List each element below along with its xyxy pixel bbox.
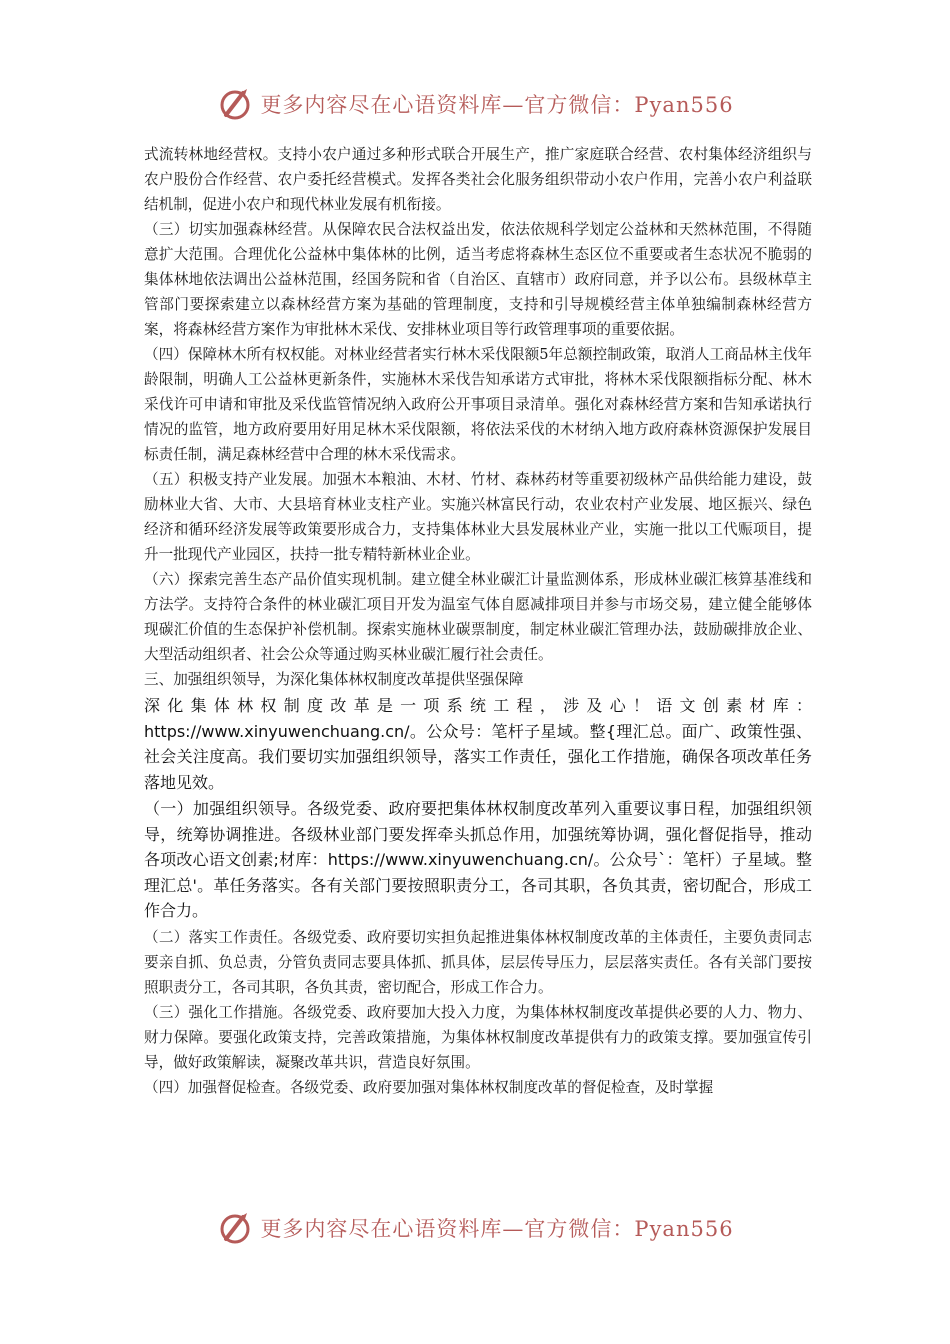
footer-banner <box>0 1206 950 1250</box>
brush-circle-logo-icon <box>216 85 254 123</box>
banner-text: 更多内容尽在心语资料库—官方微信：Pyan556 <box>260 93 734 117</box>
document-body <box>144 142 812 1100</box>
paragraph: 深化集体林权制度改革是一项系统工程，涉及心！语文创素材库：https://www.xinyuwenchuang.cn/。公众号：笔杆子星域。整{理汇总。面广、政策性强、社会关注度高。我们要切实加强组织领导，落实工作责任，强化工作措施，确保各项改革任务落地见效。 <box>144 696 812 792</box>
paragraph: （六）探索完善生态产品价值实现机制。建立健全林业碳汇计量监测体系，形成林业碳汇核算基准线和方法学。支持符合条件的林业碳汇项目开发为温室气体自愿减排项目并参与市场交易，建立健全能够体现碳汇价值的生态保护补偿机制。探索实施林业碳票制度，制定林业碳汇管理办法，鼓励碳排放企业、大型活动组织者、社会公众等通过购买林业碳汇履行社会责任。 <box>144 571 812 663</box>
paragraph: 式流转林地经营权。支持小农户通过多种形式联合开展生产，推广家庭联合经营、农村集体经济组织与农户股份合作经营、农户委托经营模式。发挥各类社会化服务组织带动小农户作用，完善小农户利益联结机制，促进小农户和现代林业发展有机衔接。 <box>144 146 812 213</box>
paragraph: （一）加强组织领导。各级党委、政府要把集体林权制度改革列入重要议事日程，加强组织领导，统筹协调推进。各级林业部门要发挥牵头抓总作用，加强统筹协调，强化督促指导，推动各项改心语文创素;材库：https://www.xinyuwenchuang.cn/。公众号`：笔杆）子星域。整理汇总'。革任务落实。各有关部门要按照职责分工，各司其职，各负其责，密切配合，形成工作合力。 <box>144 799 812 920</box>
paragraph: （二）落实工作责任。各级党委、政府要切实担负起推进集体林权制度改革的主体责任，主要负责同志要亲自抓、负总责，分管负责同志要具体抓、抓具体，层层传导压力，层层落实责任。各有关部门要按照职责分工，各司其职，各负其责，密切配合，形成工作合力。 <box>144 928 812 996</box>
paragraph: （四）加强督促检查。各级党委、政府要加强对集体林权制度改革的督促检查，及时掌握 <box>144 1078 714 1096</box>
brush-circle-logo-icon <box>216 1209 254 1247</box>
section-heading: 三、加强组织领导，为深化集体林权制度改革提供坚强保障 <box>144 671 524 688</box>
paragraph: （三）强化工作措施。各级党委、政府要加大投入力度，为集体林权制度改革提供必要的人力、物力、财力保障。要强化政策支持，完善政策措施，为集体林权制度改革提供有力的政策支撑。要加强宣传引导，做好政策解读，凝聚改革共识，营造良好氛围。 <box>144 1003 812 1071</box>
header-banner <box>0 82 950 126</box>
paragraph: （五）积极支持产业发展。加强木本粮油、木材、竹材、森林药材等重要初级林产品供给能力建设，鼓励林业大省、大市、大县培育林业支柱产业。实施兴林富民行动，农业农村产业发展、地区振兴、绿色经济和循环经济发展等政策要形成合力，支持集体林业大县发展林业产业，实施一批以工代赈项目，提升一批现代产业园区，扶持一批专精特新林业企业。 <box>144 471 812 563</box>
paragraph: （三）切实加强森林经营。从保障农民合法权益出发，依法依规科学划定公益林和天然林范围，不得随意扩大范围。合理优化公益林中集体林的比例，适当考虑将森林生态区位不重要或者生态状况不脆弱的集体林地依法调出公益林范围，经国务院和省（自治区、直辖市）政府同意，并予以公布。县级林草主管部门要探索建立以森林经营方案为基础的管理制度，支持和引导规模经营主体单独编制森林经营方案，将森林经营方案作为审批林木采伐、安排林业项目等行政管理事项的重要依据。 <box>144 221 812 338</box>
paragraph: （四）保障林木所有权权能。对林业经营者实行林木采伐限额5年总额控制政策，取消人工商品林主伐年龄限制，明确人工公益林更新条件，实施林木采伐告知承诺方式审批，将林木采伐限额指标分配、林木采伐许可申请和审批及采伐监管情况纳入政府公开事项目录清单。强化对森林经营方案和告知承诺执行情况的监管，地方政府要用好用足林木采伐限额，将依法采伐的木材纳入地方政府森林资源保护发展目标责任制，满足森林经营中合理的林木采伐需求。 <box>144 346 812 463</box>
banner-text: 更多内容尽在心语资料库—官方微信：Pyan556 <box>260 1217 734 1241</box>
